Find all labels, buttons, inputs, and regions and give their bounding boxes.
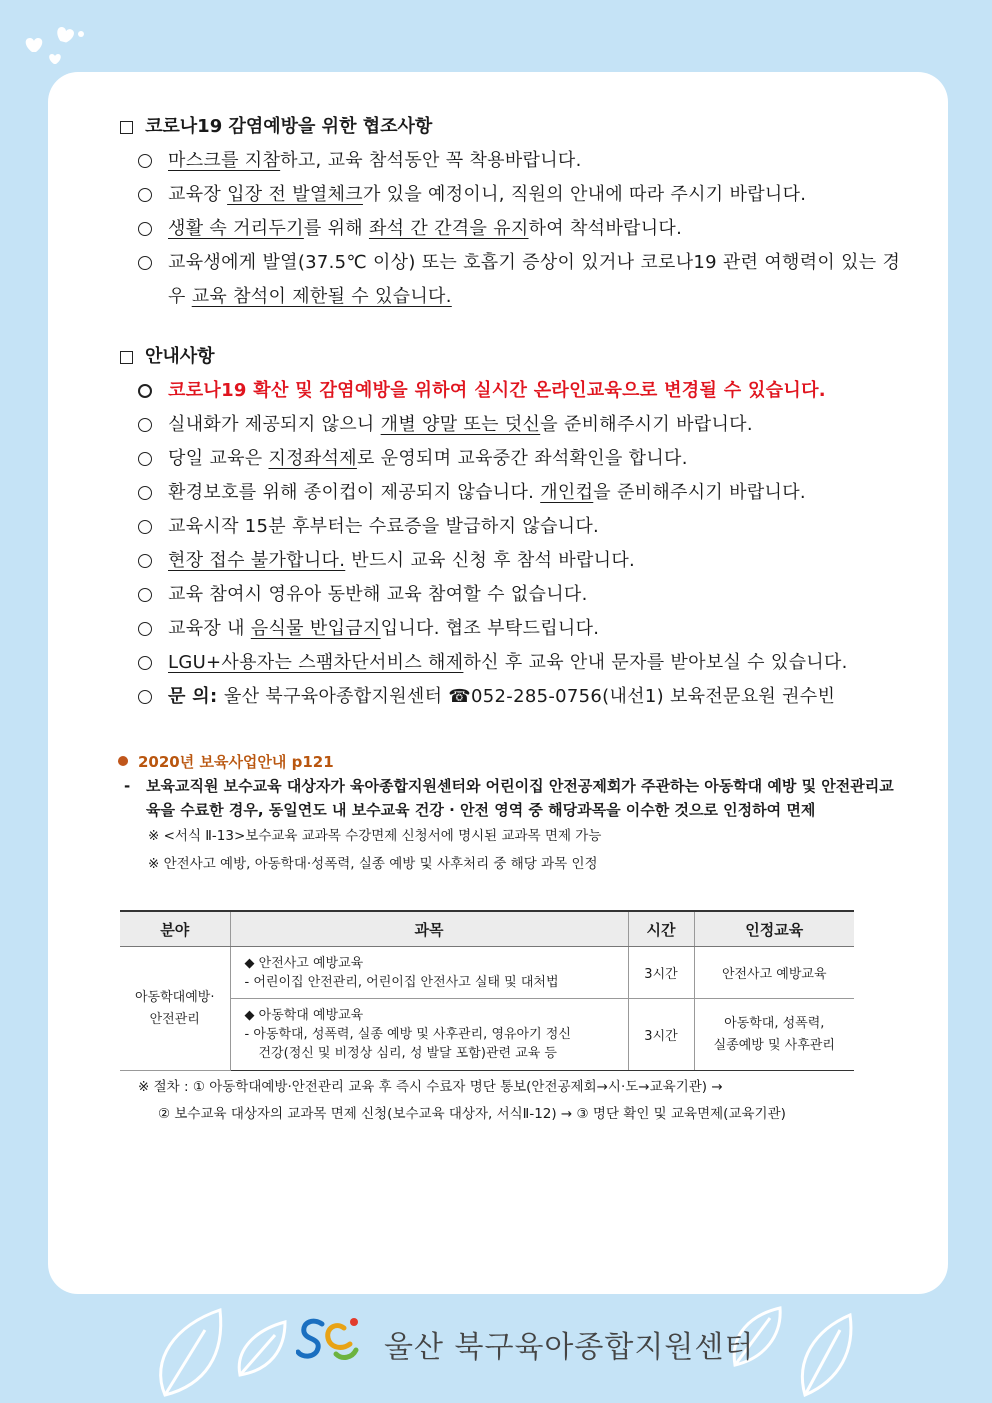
item-text: 환경보호를 위해 종이컵이 제공되지 않습니다. [168,482,541,503]
list-item [120,442,902,476]
hearts-decoration-icon [18,20,88,80]
circle-bullet-icon [138,588,152,602]
item-text: 하고, 교육 참석동안 꼭 착용바랍니다. [280,150,582,171]
circle-bullet-icon [138,384,152,398]
section-title: 안내사항 [120,340,902,374]
subject-cell: ◆ 안전사고 예방교육 - 어린이집 안전관리, 어린이집 안전사고 실태 및 대처법 [230,947,628,999]
subject-cell: ◆ 아동학대 예방교육 - 아동학대, 성폭력, 실종 예방 및 사후관리, 영유아기 정신 건강(정신 및 비정상 심리, 성 발달 포함)관련 교육 등 [230,999,628,1071]
item-text: 지정좌석제 [268,448,357,469]
circle-bullet-icon [138,486,152,500]
item-text: 음식물 반입금지 [250,618,381,639]
circle-bullet-icon [138,690,152,704]
item-text: 교육 참여시 영유아 동반해 교육 참여할 수 없습니다. [168,584,588,605]
covid-cooperation-section [120,110,902,314]
exemption-paragraph: - 보육교직원 보수교육 대상자가 육아종합지원센터와 어린이집 안전공제회가 주관하는 아동학대 예방 및 안전관리교육을 수료한 경우, 동일연도 내 보수교육 건강 · 안전 영역 중 해당과목을 이수한 것으로 인정하여 면제 [124,777,894,819]
list-item [120,544,902,578]
guidance-section [120,340,902,714]
list-item [120,476,902,510]
item-text: 개인컵 [540,482,594,503]
circle-bullet-icon [138,622,152,636]
item-text: 교육장 내 [168,618,251,639]
table-header: 인정교육 [694,911,854,947]
circle-bullet-icon [138,656,152,670]
item-text: 교육생에게 발열(37.5℃ 이상) 또는 호흡기 증상이 있거나 코로나19 관련 여행력이 있는 경우 [168,252,901,307]
item-text: 을 준비해주시기 바랍니다. [593,482,806,503]
time-cell: 3시간 [628,947,694,999]
item-text: 을 준비해주시기 바랍니다. [540,414,753,435]
item-text: 교육시작 15분 후부터는 수료증을 발급하지 않습니다. [168,516,600,537]
item-text: LGU+사용자는 스팸차단서비스 해제 [168,652,464,673]
circle-bullet-icon [138,154,152,168]
list-item [120,178,902,212]
list-item [120,578,902,612]
procedure-note: ※ 절차 : ① 아동학대예방·안전관리 교육 후 즉시 수료자 명단 통보(안전공제회→시·도→교육기관) → ② 보수교육 대상자의 교과목 면제 신청(보수교육 대상자, 서식Ⅱ-12) → ③ 명단 확인 및 교육면제(교육기관) [138,1079,786,1122]
item-text: 입장 전 발열체크 [227,184,363,205]
bullet-dot-icon [118,756,128,766]
item-text: 반드시 교육 신청 후 참석 바랍니다. [345,550,636,571]
note-line: ※ 안전사고 예방, 아동학대·성폭력, 실종 예방 및 사후처리 중 해당 과목 인정 [148,856,598,872]
table-row [120,999,854,1071]
sci-logo-icon [296,1314,360,1364]
org-name-logo: 울산 북구육아종합지원센터 [384,1330,755,1365]
item-text: 가 있을 예정이니, 직원의 안내에 따라 주시기 바랍니다. [362,184,807,205]
item-text: 좌석 간 간격을 유지 [368,218,529,239]
item-text: 문 의: [168,686,225,707]
item-text: 울산 북구육아종합지원센터 ☎052-285-0756(내선1) 보육전문요원 권수빈 [224,686,836,707]
list-item [120,408,902,442]
item-text: 하여 착석바랍니다. [528,218,683,239]
recognized-cell: 아동학대, 성폭력, 실종예방 및 사후관리 [694,999,854,1071]
circle-bullet-icon [138,256,152,270]
note-line: ※ <서식 Ⅱ-13>보수교육 교과목 수강면제 신청서에 명시된 교과목 면제 가능 [148,828,602,844]
recognized-cell: 안전사고 예방교육 [694,947,854,999]
list-item [120,212,902,246]
item-text: 실내화가 제공되지 않으니 [168,414,381,435]
item-text: 하신 후 교육 안내 문자를 받아보실 수 있습니다. [463,652,848,673]
section-title: 코로나19 감염예방을 위한 협조사항 [120,110,902,144]
table-header: 시간 [628,911,694,947]
table-row [120,947,854,999]
list-item [120,510,902,544]
item-text: 당일 교육은 [168,448,269,469]
time-cell: 3시간 [628,999,694,1071]
list-item [120,680,902,714]
circle-bullet-icon [138,418,152,432]
circle-bullet-icon [138,188,152,202]
item-text: 교육 참석이 제한될 수 있습니다. [191,286,452,307]
item-text: 개별 양말 또는 덧신 [380,414,541,435]
circle-bullet-icon [138,554,152,568]
childcare-guide-section [118,750,902,878]
circle-bullet-icon [138,222,152,236]
item-text: 로 운영되며 교육중간 좌석확인을 합니다. [356,448,688,469]
item-text: 현장 접수 불가합니다. [168,550,346,571]
item-text: 생활 속 거리두기 [168,218,304,239]
item-text: 마스크를 지참 [168,150,281,171]
list-item [120,246,902,314]
circle-bullet-icon [138,452,152,466]
circle-bullet-icon [138,520,152,534]
item-text: 를 위해 [303,218,369,239]
list-item [120,646,902,680]
item-text: 교육장 [168,184,228,205]
list-item [120,144,902,178]
table-header: 과목 [230,911,628,947]
checkbox-square-icon [120,351,133,364]
field-cell: 아동학대예방· 안전관리 [120,947,230,1071]
item-text: 입니다. 협조 부탁드립니다. [380,618,600,639]
guide-heading: 2020년 보육사업안내 p121 [118,750,902,772]
checkbox-square-icon [120,121,133,134]
item-text: 코로나19 확산 및 감염예방을 위하여 실시간 온라인교육으로 변경될 수 있습니다. [168,380,826,401]
table-header: 분야 [120,911,230,947]
list-item [120,374,902,408]
exemption-table [120,910,854,1071]
list-item [120,612,902,646]
